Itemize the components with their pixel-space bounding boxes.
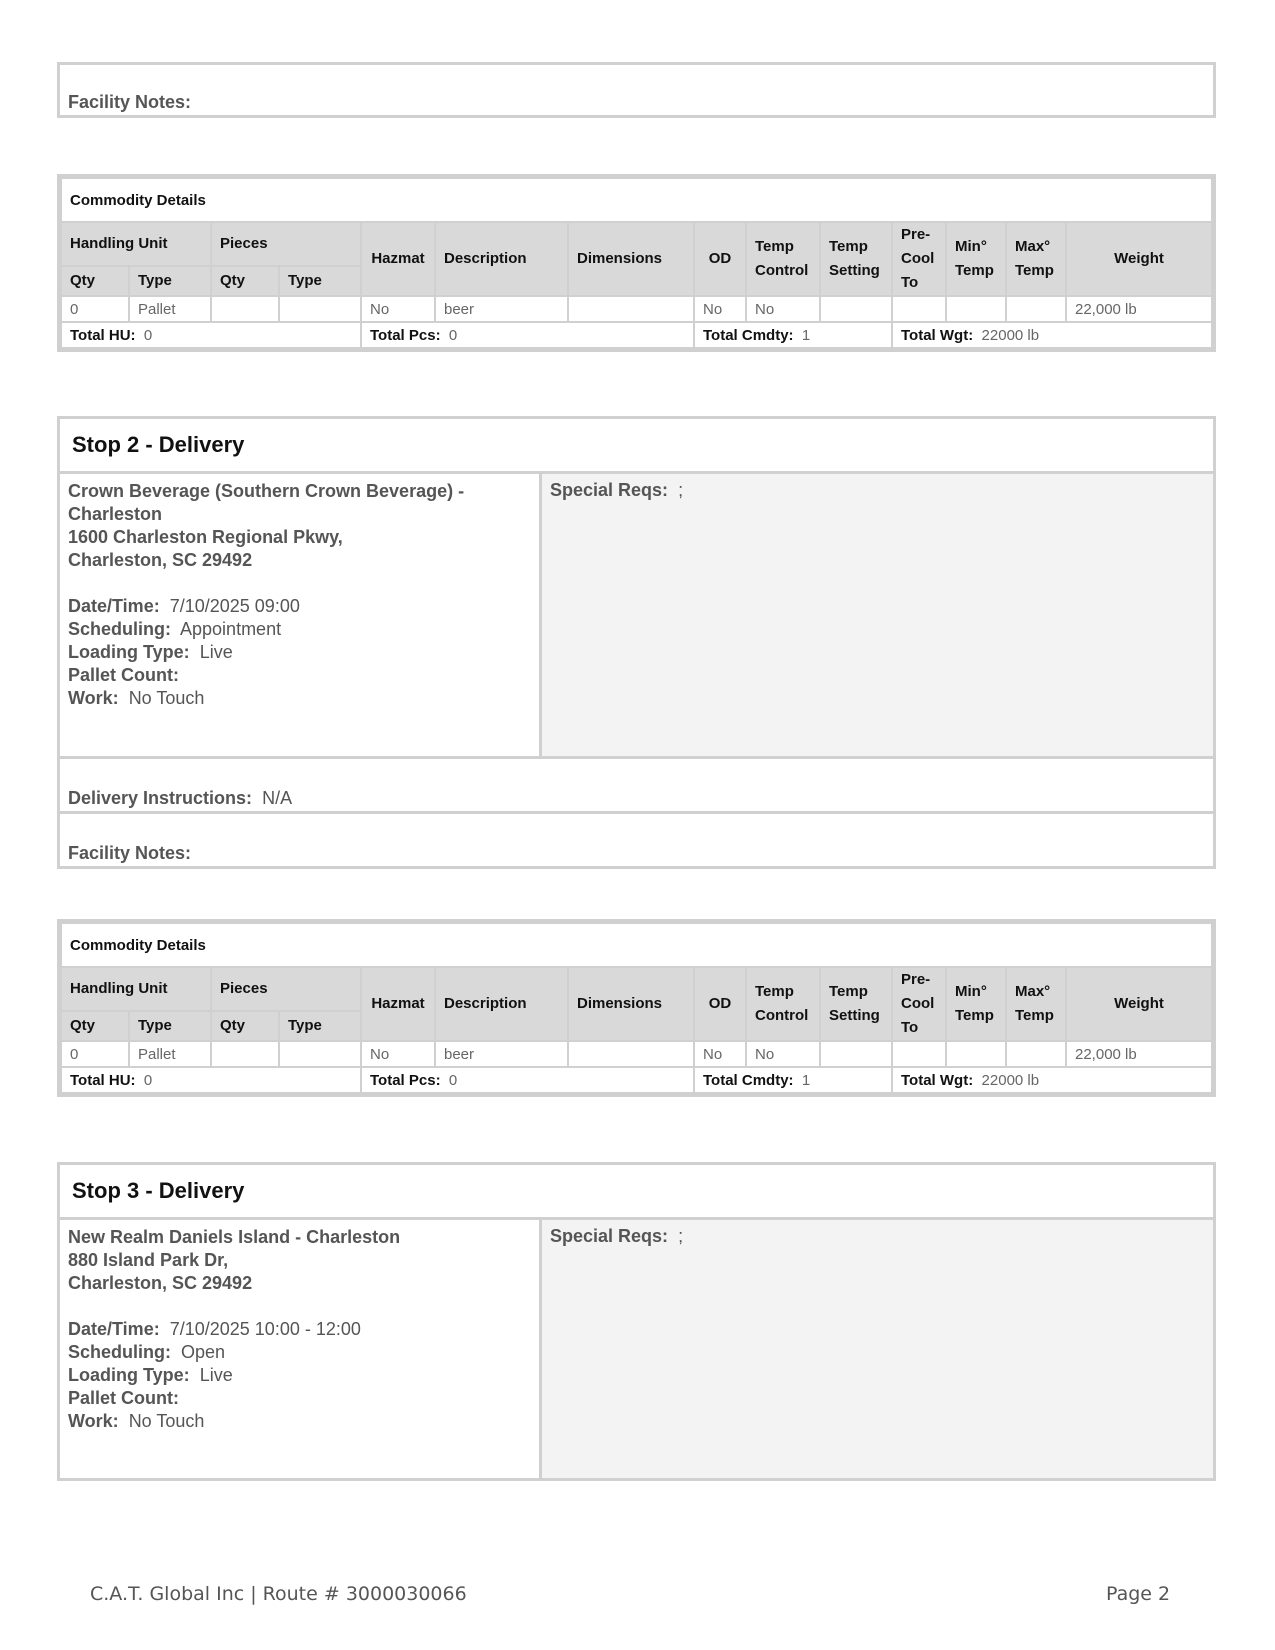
- scheduling-value: Open: [181, 1342, 226, 1362]
- commodity-title: Commodity Details: [61, 923, 1212, 967]
- totals-row: [61, 1067, 1212, 1093]
- header-od: OD: [694, 222, 746, 296]
- loading-type-value: Live: [199, 1365, 233, 1385]
- scheduling-value: Appointment: [180, 619, 282, 639]
- stop-3-details: [60, 1220, 542, 1478]
- cell-temp-control: No: [746, 296, 820, 322]
- special-reqs-label: Special Reqs:: [550, 480, 669, 500]
- header-temp-setting: Temp Setting: [820, 222, 892, 296]
- cell-hu-type: Pallet: [129, 1041, 211, 1067]
- total-hu-value: 0: [143, 326, 153, 344]
- cell-hu-qty: 0: [61, 296, 129, 322]
- total-cmdty-value: 1: [801, 326, 811, 344]
- cell-min-temp: [946, 296, 1006, 322]
- cell-min-temp: [946, 1041, 1006, 1067]
- cell-pc-type: [279, 1041, 361, 1067]
- header-pieces: Pieces: [211, 967, 361, 1011]
- total-pcs-label: Total Pcs:: [370, 326, 441, 344]
- totals-row: [61, 322, 1212, 348]
- total-cmdty-label: Total Cmdty:: [703, 1071, 794, 1089]
- cell-weight: 22,000 lb: [1066, 1041, 1212, 1067]
- header-od: OD: [694, 967, 746, 1041]
- header-temp-control: Temp Control: [746, 222, 820, 296]
- cell-hu-qty: 0: [61, 1041, 129, 1067]
- header-weight: Weight: [1066, 222, 1212, 296]
- header-dimensions: Dimensions: [568, 222, 694, 296]
- header-pre-cool: Pre-Cool To: [892, 222, 946, 296]
- header-description: Description: [435, 222, 568, 296]
- cell-hazmat: No: [361, 1041, 435, 1067]
- commodity-details-table-2: [57, 919, 1216, 1097]
- header-pre-cool: Pre-Cool To: [892, 967, 946, 1041]
- loading-type-label: Loading Type:: [68, 642, 190, 662]
- total-pcs-value: 0: [448, 326, 458, 344]
- header-weight: Weight: [1066, 967, 1212, 1041]
- total-wgt-label: Total Wgt:: [901, 1071, 974, 1089]
- scheduling-label: Scheduling:: [68, 619, 171, 639]
- datetime-label: Date/Time:: [68, 596, 160, 616]
- header-temp-setting: Temp Setting: [820, 967, 892, 1041]
- work-value: No Touch: [128, 1411, 205, 1431]
- header-hu-type: Type: [129, 266, 211, 296]
- cell-max-temp: [1006, 296, 1066, 322]
- address-line-2: Charleston, SC 29492: [68, 1273, 253, 1293]
- special-reqs-value: ;: [678, 480, 684, 500]
- scheduling-label: Scheduling:: [68, 1342, 171, 1362]
- table-row: [61, 1041, 1212, 1067]
- header-max-temp: Max° Temp: [1006, 222, 1066, 296]
- header-min-temp: Min° Temp: [946, 967, 1006, 1041]
- header-temp-control: Temp Control: [746, 967, 820, 1041]
- cell-max-temp: [1006, 1041, 1066, 1067]
- footer-page-number: Page 2: [1106, 1583, 1171, 1605]
- pallet-count-label: Pallet Count:: [68, 1388, 179, 1408]
- total-wgt-value: 22000 lb: [981, 1071, 1040, 1089]
- header-hu-type: Type: [129, 1011, 211, 1041]
- header-hazmat: Hazmat: [361, 967, 435, 1041]
- stop-2-title: Stop 2 - Delivery: [60, 419, 1213, 474]
- header-pc-type: Type: [279, 1011, 361, 1041]
- total-cmdty-label: Total Cmdty:: [703, 326, 794, 344]
- header-description: Description: [435, 967, 568, 1041]
- header-pieces: Pieces: [211, 222, 361, 266]
- work-value: No Touch: [128, 688, 205, 708]
- header-hazmat: Hazmat: [361, 222, 435, 296]
- header-handling-unit: Handling Unit: [61, 222, 211, 266]
- loading-type-value: Live: [199, 642, 233, 662]
- delivery-instructions-value: N/A: [262, 788, 293, 808]
- stop-2-facility-notes: [60, 811, 1213, 866]
- header-pc-qty: Qty: [211, 266, 279, 296]
- table-row: [61, 296, 1212, 322]
- stop1-facility-notes: [57, 62, 1216, 118]
- header-hu-qty: Qty: [61, 1011, 129, 1041]
- address-line-2: Charleston, SC 29492: [68, 550, 253, 570]
- total-hu-label: Total HU:: [70, 326, 136, 344]
- footer-route: C.A.T. Global Inc | Route # 3000030066: [90, 1583, 467, 1605]
- stop-2-details: [60, 474, 542, 756]
- datetime-label: Date/Time:: [68, 1319, 160, 1339]
- facility-name: Crown Beverage (Southern Crown Beverage) -: [68, 481, 465, 501]
- header-max-temp: Max° Temp: [1006, 967, 1066, 1041]
- delivery-instructions-label: Delivery Instructions:: [68, 788, 253, 808]
- total-hu-label: Total HU:: [70, 1071, 136, 1089]
- cell-description: beer: [435, 1041, 568, 1067]
- cell-pre-cool: [892, 296, 946, 322]
- stop-2-section: [57, 416, 1216, 869]
- cell-temp-control: No: [746, 1041, 820, 1067]
- work-label: Work:: [68, 1411, 119, 1431]
- cell-pc-type: [279, 296, 361, 322]
- total-pcs-label: Total Pcs:: [370, 1071, 441, 1089]
- datetime-value: 7/10/2025 09:00: [169, 596, 300, 616]
- facility-notes-label: Facility Notes:: [68, 843, 192, 863]
- facility-name-2: Charleston: [68, 504, 163, 524]
- cell-od: No: [694, 1041, 746, 1067]
- cell-dimensions: [568, 296, 694, 322]
- cell-pc-qty: [211, 1041, 279, 1067]
- cell-description: beer: [435, 296, 568, 322]
- header-dimensions: Dimensions: [568, 967, 694, 1041]
- facility-name: New Realm Daniels Island - Charleston: [68, 1227, 401, 1247]
- cell-hu-type: Pallet: [129, 296, 211, 322]
- cell-temp-setting: [820, 296, 892, 322]
- address-line-1: 880 Island Park Dr,: [68, 1250, 229, 1270]
- header-min-temp: Min° Temp: [946, 222, 1006, 296]
- total-wgt-value: 22000 lb: [981, 326, 1040, 344]
- special-reqs-label: Special Reqs:: [550, 1226, 669, 1246]
- cell-pc-qty: [211, 296, 279, 322]
- total-hu-value: 0: [143, 1071, 153, 1089]
- special-reqs-value: ;: [678, 1226, 684, 1246]
- stop-3-title: Stop 3 - Delivery: [60, 1165, 1213, 1220]
- cell-dimensions: [568, 1041, 694, 1067]
- header-pc-qty: Qty: [211, 1011, 279, 1041]
- stop-3-section: [57, 1162, 1216, 1481]
- cell-pre-cool: [892, 1041, 946, 1067]
- header-handling-unit: Handling Unit: [61, 967, 211, 1011]
- commodity-title: Commodity Details: [61, 178, 1212, 222]
- cell-od: No: [694, 296, 746, 322]
- special-reqs-panel: [542, 1220, 1213, 1478]
- work-label: Work:: [68, 688, 119, 708]
- special-reqs-panel: [542, 474, 1213, 756]
- cell-hazmat: No: [361, 296, 435, 322]
- total-pcs-value: 0: [448, 1071, 458, 1089]
- address-line-1: 1600 Charleston Regional Pkwy,: [68, 527, 343, 547]
- total-wgt-label: Total Wgt:: [901, 326, 974, 344]
- pallet-count-label: Pallet Count:: [68, 665, 179, 685]
- header-pc-type: Type: [279, 266, 361, 296]
- cell-temp-setting: [820, 1041, 892, 1067]
- datetime-value: 7/10/2025 10:00 - 12:00: [169, 1319, 361, 1339]
- facility-notes-label: Facility Notes:: [68, 92, 192, 112]
- total-cmdty-value: 1: [801, 1071, 811, 1089]
- cell-weight: 22,000 lb: [1066, 296, 1212, 322]
- loading-type-label: Loading Type:: [68, 1365, 190, 1385]
- commodity-details-table-1: [57, 174, 1216, 352]
- header-hu-qty: Qty: [61, 266, 129, 296]
- delivery-instructions: [60, 756, 1213, 811]
